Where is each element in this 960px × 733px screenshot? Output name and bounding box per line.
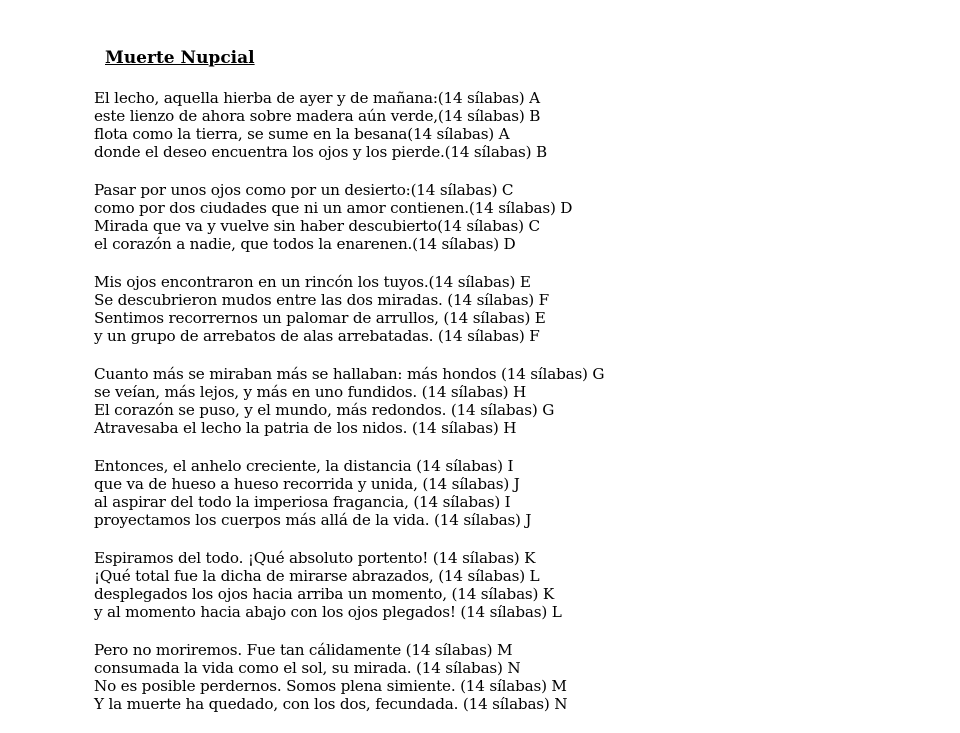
verse-line: como por dos ciudades que ni un amor contienen.(14 sílabas) D (94, 199, 573, 217)
verse-line: Pero no moriremos. Fue tan cálidamente (14 sílabas) M (94, 641, 513, 659)
stanza-7 (94, 641, 874, 713)
verse-line: que va de hueso a hueso recorrida y unida, (14 sílabas) J (94, 475, 520, 493)
verse-line: Pasar por unos ojos como por un desierto:(14 sílabas) C (94, 181, 514, 199)
verse-line: al aspirar del todo la imperiosa fragancia, (14 sílabas) I (94, 493, 511, 511)
stanza-6 (94, 549, 874, 621)
verse-line: Se descubrieron mudos entre las dos miradas. (14 sílabas) F (94, 291, 549, 309)
verse-line: Y la muerte ha quedado, con los dos, fecundada. (14 sílabas) N (94, 695, 568, 713)
poem-body (94, 89, 874, 733)
stanza-1 (94, 89, 874, 161)
verse-line: Cuanto más se miraban más se hallaban: más hondos (14 sílabas) G (94, 365, 605, 383)
verse-line: consumada la vida como el sol, su mirada. (14 sílabas) N (94, 659, 521, 677)
verse-line: El lecho, aquella hierba de ayer y de mañana:(14 sílabas) A (94, 89, 540, 107)
verse-line: ¡Qué total fue la dicha de mirarse abrazados, (14 sílabas) L (94, 567, 540, 585)
verse-line: Atravesaba el lecho la patria de los nidos. (14 sílabas) H (94, 419, 517, 437)
verse-line: Sentimos recorrernos un palomar de arrullos, (14 sílabas) E (94, 309, 546, 327)
verse-line: Mirada que va y vuelve sin haber descubierto(14 sílabas) C (94, 217, 540, 235)
verse-line: Entonces, el anhelo creciente, la distancia (14 sílabas) I (94, 457, 514, 475)
verse-line: y al momento hacia abajo con los ojos plegados! (14 sílabas) L (94, 603, 562, 621)
poem-title: Muerte Nupcial (105, 48, 255, 68)
verse-line: este lienzo de ahora sobre madera aún verde,(14 sílabas) B (94, 107, 541, 125)
verse-line: proyectamos los cuerpos más allá de la vida. (14 sílabas) J (94, 511, 532, 529)
verse-line: y un grupo de arrebatos de alas arrebatadas. (14 sílabas) F (94, 327, 540, 345)
verse-line: El corazón se puso, y el mundo, más redondos. (14 sílabas) G (94, 401, 555, 419)
verse-line: No es posible perdernos. Somos plena simiente. (14 sílabas) M (94, 677, 567, 695)
verse-line: el corazón a nadie, que todos la enarenen.(14 sílabas) D (94, 235, 516, 253)
verse-line: Mis ojos encontraron en un rincón los tuyos.(14 sílabas) E (94, 273, 531, 291)
verse-line: se veían, más lejos, y más en uno fundidos. (14 sílabas) H (94, 383, 527, 401)
stanza-3 (94, 273, 874, 345)
verse-line: flota como la tierra, se sume en la besana(14 sílabas) A (94, 125, 510, 143)
stanza-4 (94, 365, 874, 437)
verse-line: desplegados los ojos hacia arriba un momento, (14 sílabas) K (94, 585, 555, 603)
stanza-2 (94, 181, 874, 253)
verse-line: Espiramos del todo. ¡Qué absoluto portento! (14 sílabas) K (94, 549, 536, 567)
stanza-5 (94, 457, 874, 529)
verse-line: donde el deseo encuentra los ojos y los pierde.(14 sílabas) B (94, 143, 547, 161)
